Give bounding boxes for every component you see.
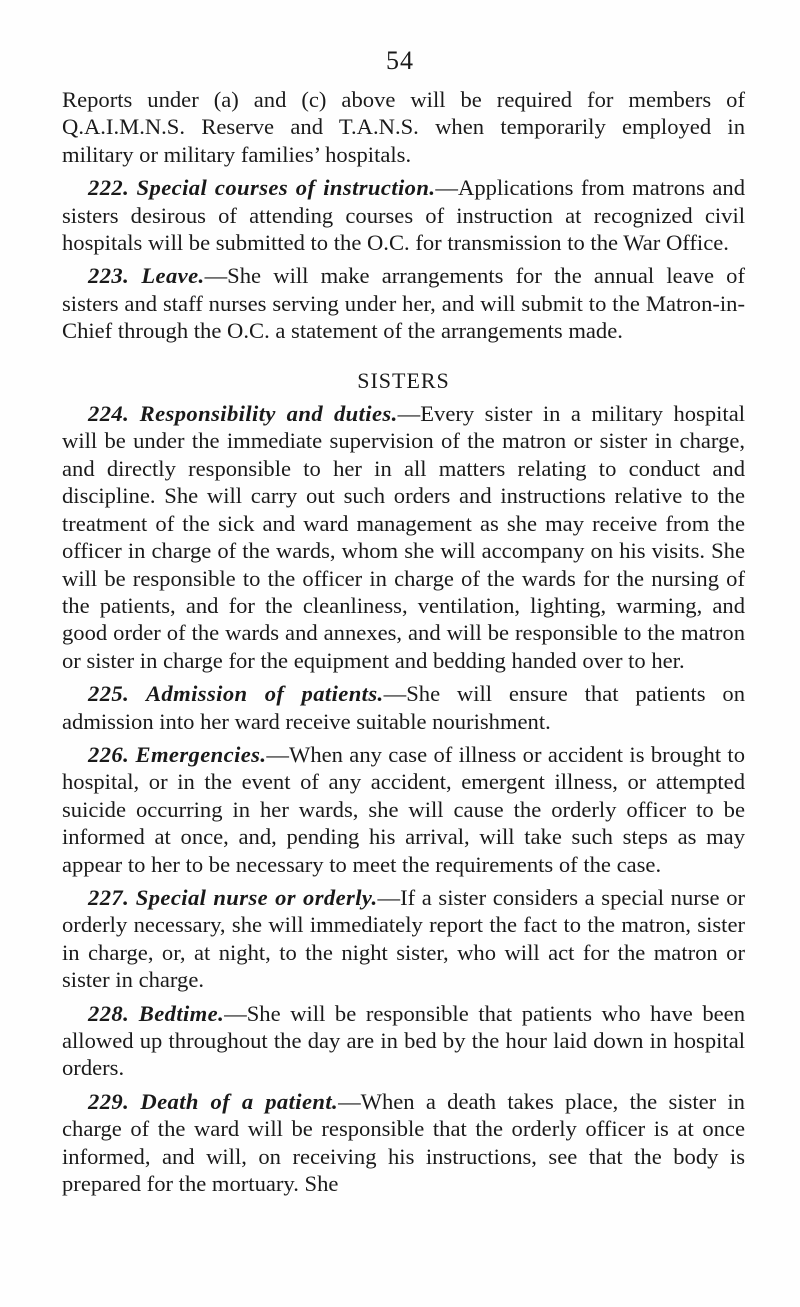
paragraph-223 — [62, 262, 745, 344]
paragraph-228-number: 228. — [88, 1000, 130, 1026]
paragraph-222 — [62, 174, 745, 256]
paragraph-224-heading: Responsibility and duties. — [139, 401, 398, 427]
paragraph-225-number: 225. — [88, 681, 130, 707]
paragraph-223-body: —She will make arrangements for the annual leave of sisters and staff nurses serving under her, and will submit to the Matron-in-Chief through the O.C. a statement of the arrangements made. — [62, 263, 746, 344]
paragraph-227-body: —If a sister considers a special nurse or orderly necessary, she will immediately report the fact to the matron, sister in charge, or, at night, to the night sister, who will act for the matron or sister in charge. — [62, 884, 746, 993]
paragraph-224 — [62, 400, 745, 674]
paragraph-224-body: —Every sister in a military hospital will be under the immediate supervision of the matron or sister in charge, and directly responsible to her in all matters relating to conduct and discipline. She will carry out such orders and instructions relative to the treatment of the sick and ward management as she may receive from the officer in charge of the wards, whom she will accompany on his visits. She will be responsible to the officer in charge of the wards for the nursing of the patients, and for the cleanliness, ventilation, lighting, warming, and good order of the wards and annexes, and will be responsible to the matron or sister in charge for the equipment and bedding handed over to her. — [62, 401, 745, 673]
paragraph-228-body: —She will be responsible that patients who have been allowed up throughout the day are in bed by the hour laid down in hospital orders. — [62, 1000, 746, 1081]
paragraph-223-heading: Leave. — [141, 263, 205, 289]
paragraph-226-body: —When any case of illness or accident is brought to hospital, or in the event of any accident, emergent illness, or attempted suicide occurring in her wards, she will cause the orderly officer to be informed at once, and, pending his arrival, will take such steps as may appear to her to be necessary to meet the requirements of the case. — [62, 741, 746, 877]
paragraph-227-heading: Special nurse or orderly. — [135, 884, 378, 910]
paragraph-229-body: —When a death takes place, the sister in charge of the ward will be responsible that the orderly officer is at once informed, and will, on receiving his instructions, see that the body is prepared for the mortuary. She — [62, 1088, 745, 1197]
paragraph-225-heading: Admission of patients. — [145, 681, 384, 707]
intro-paragraph: Reports under (a) and (c) above will be required for members of Q.A.I.M.N.S. Reserve and T.A.N.S. when temporarily employed in military or military families’ hospitals. — [62, 87, 745, 167]
section-heading-sisters: SISTERS — [357, 367, 450, 393]
paragraph-222-heading: Special courses of instruction. — [136, 175, 436, 201]
paragraph-229-number: 229. — [88, 1088, 130, 1114]
page-number: 54 — [386, 46, 414, 75]
paragraph-226-number: 226. — [88, 741, 130, 767]
paragraph-229 — [62, 1088, 745, 1198]
paragraph-227 — [62, 884, 745, 994]
paragraph-222-body: —Applications from matrons and sisters desirous of attending courses of instruction at recognized civil hospitals will be submitted to the O.C. for transmission to the War Office. — [62, 175, 745, 256]
paragraph-222-number: 222. — [88, 175, 130, 201]
paragraph-225-body: —She will ensure that patients on admission into her ward receive suitable nourishment. — [62, 681, 745, 734]
paragraph-228-heading: Bedtime. — [138, 1000, 225, 1026]
paragraph-224-number: 224. — [88, 401, 130, 427]
paragraph-223-number: 223. — [88, 263, 130, 289]
paragraph-227-number: 227. — [88, 884, 130, 910]
paragraph-226-heading: Emergencies. — [135, 741, 267, 767]
paragraph-225 — [62, 680, 745, 735]
paragraph-229-heading: Death of a patient. — [140, 1088, 339, 1114]
page-body — [62, 86, 745, 1203]
paragraph-228 — [62, 1000, 745, 1082]
paragraph-226 — [62, 741, 745, 878]
